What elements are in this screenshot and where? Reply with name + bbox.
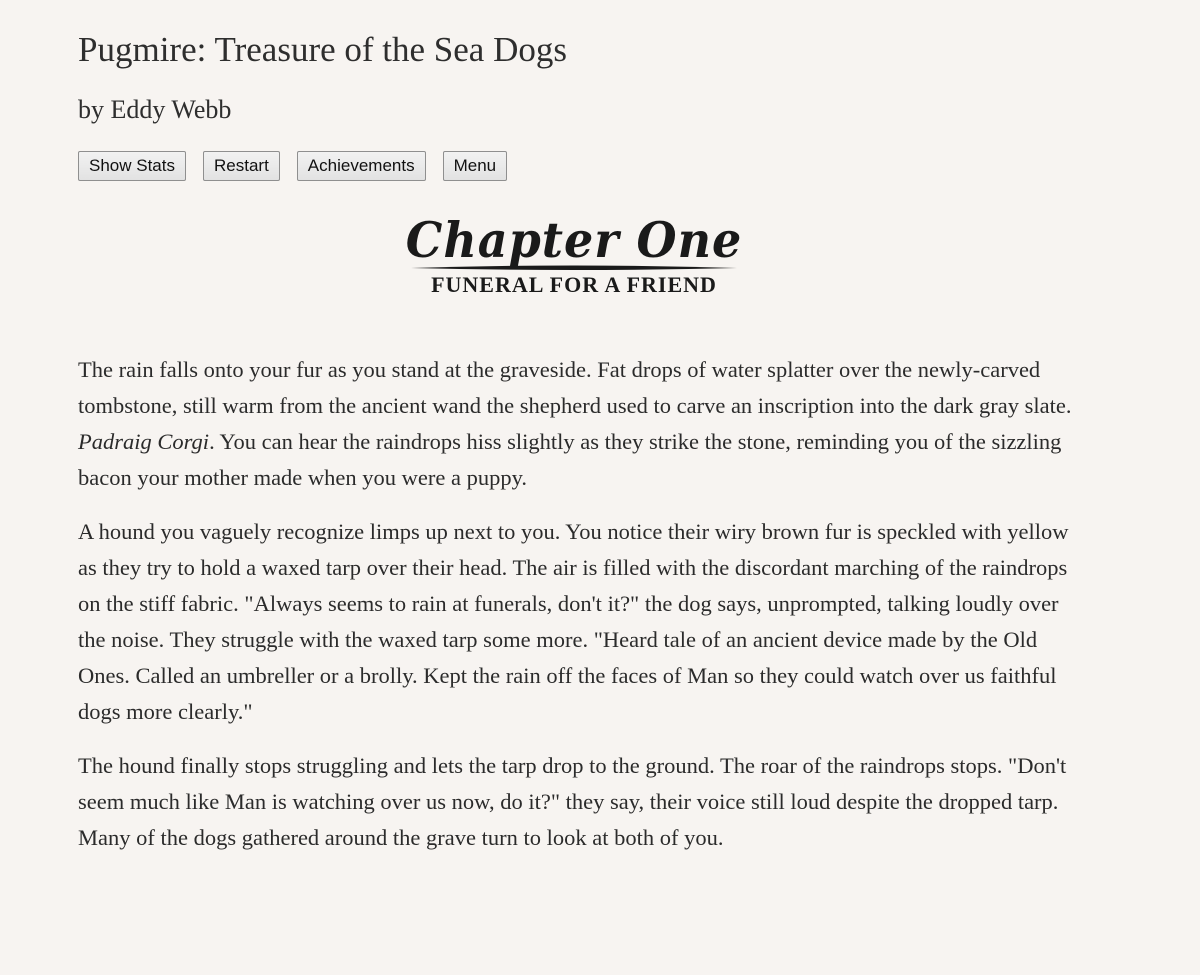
game-author: by Eddy Webb [78, 95, 232, 124]
chapter-banner [393, 212, 755, 307]
story-paragraph-1 [78, 352, 1078, 496]
show-stats-button[interactable]: Show Stats [78, 151, 186, 181]
story-paragraph-1-end: . You can hear the raindrops hiss slightly as they strike the stone, reminding you of the sizzling bacon your mother made when you were a puppy. [78, 429, 1062, 490]
game-toolbar [78, 151, 507, 181]
story-paragraph-1-start: The rain falls onto your fur as you stand at the graveside. Fat drops of water splatter over the newly-carved tombstone, still warm from the ancient wand the shepherd used to carve an inscription into the dark gray slate. [78, 357, 1072, 418]
story-text [78, 352, 1078, 874]
story-paragraph-3: The hound finally stops struggling and lets the tarp drop to the ground. The roar of the raindrops stops. "Don't seem much like Man is watching over us now, do it?" they say, their voice still loud despite the dropped tarp. Many of the dogs gathered around the grave turn to look at both of you. [78, 753, 1067, 850]
game-title: Pugmire: Treasure of the Sea Dogs [78, 30, 567, 69]
chapter-title: Chapter One [405, 211, 743, 269]
tombstone-inscription: Padraig Corgi [78, 429, 210, 454]
menu-button[interactable]: Menu [443, 151, 508, 181]
story-paragraph-2: A hound you vaguely recognize limps up next to you. You notice their wiry brown fur is speckled with yellow as they try to hold a waxed tarp over their head. The air is filled with the discordant marching of the raindrops on the stiff fabric. "Always seems to rain at funerals, don't it?" the dog says, unprompted, talking loudly over the noise. They struggle with the waxed tarp some more. "Heard tale of an ancient device made by the Old Ones. Called an umbreller or a brolly. Kept the rain off the faces of Man so they could watch over us faithful dogs more clearly." [78, 519, 1069, 724]
chapter-subtitle: FUNERAL FOR A FRIEND [431, 272, 717, 297]
achievements-button[interactable]: Achievements [297, 151, 426, 181]
restart-button[interactable]: Restart [203, 151, 280, 181]
